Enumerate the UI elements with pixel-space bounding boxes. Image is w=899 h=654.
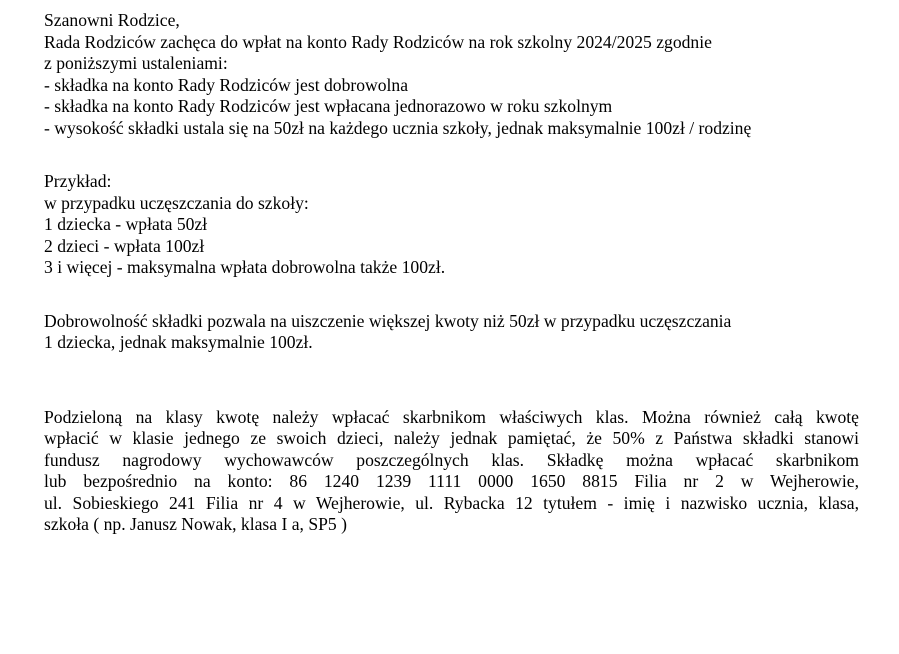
rule-item: - wysokość składki ustala się na 50zł na każdego ucznia szkoły, jednak maksymalnie 100zł / rodzinę	[44, 117, 752, 138]
voluntary-line: Dobrowolność składki pozwala na uiszczenie większej kwoty niż 50zł w przypadku uczęszczania	[44, 310, 732, 331]
example-item: 2 dzieci - wpłata 100zł	[44, 235, 205, 256]
rule-item: - składka na konto Rady Rodziców jest dobrowolna	[44, 74, 409, 95]
intro-line: z poniższymi ustaleniami:	[44, 53, 228, 73]
voluntary-line: 1 dziecka, jednak maksymalnie 100zł.	[44, 332, 313, 352]
example-item: 3 i więcej - maksymalna wpłata dobrowolna także 100zł.	[44, 257, 446, 277]
payment-line: Podzieloną na klasy kwotę należy wpłacać skarbnikom właściwych klas. Można również całą kwotę	[44, 406, 859, 427]
example-item: 1 dziecka - wpłata 50zł	[44, 214, 208, 234]
spacer	[44, 279, 859, 311]
payment-line: wpłacić w klasie jednego ze swoich dzieci, należy jednak pamiętać, że 50% z Państwa składki stanowi	[44, 428, 859, 448]
rule-item: - składka na konto Rady Rodziców jest wpłacana jednorazowo w roku szkolnym	[44, 96, 613, 116]
greeting: Szanowni Rodzice,	[44, 10, 180, 30]
payment-line: szkoła ( np. Janusz Nowak, klasa I a, SP5 )	[44, 514, 347, 534]
example-intro: w przypadku uczęszczania do szkoły:	[44, 192, 309, 213]
spacer	[44, 139, 859, 171]
payment-paragraph	[44, 407, 859, 536]
payment-line: lub bezpośrednio na konto: 86 1240 1239 1111 0000 1650 8815 Filia nr 2 w Wejherowie,	[44, 471, 859, 491]
intro-line: Rada Rodziców zachęca do wpłat na konto Rady Rodziców na rok szkolny 2024/2025 zgodnie	[44, 31, 712, 52]
spacer	[44, 354, 859, 407]
payment-line: ul. Sobieskiego 241 Filia nr 4 w Wejherowie, ul. Rybacka 12 tytułem - imię i nazwisko ucznia, klasa,	[44, 492, 859, 513]
example-title: Przykład:	[44, 171, 112, 191]
payment-line: fundusz nagrodowy wychowawców poszczególnych klas. Składkę można wpłacać skarbnikom	[44, 449, 859, 470]
letter-document	[44, 10, 859, 536]
